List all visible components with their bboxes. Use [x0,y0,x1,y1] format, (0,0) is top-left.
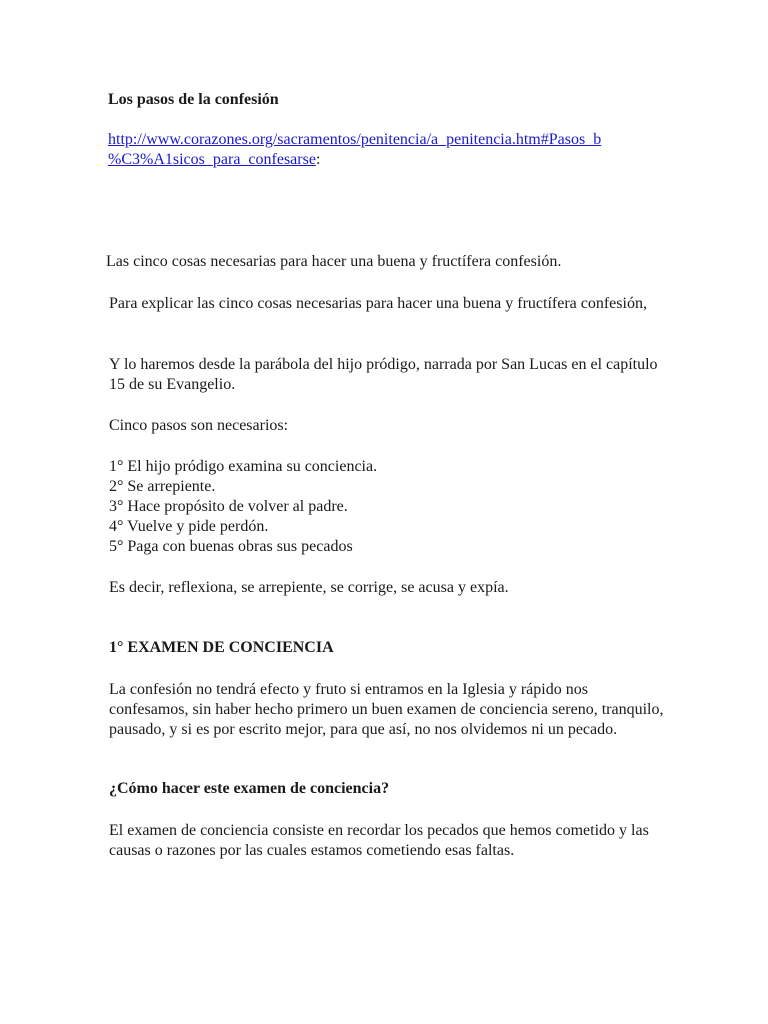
list-item: 1° El hijo pródigo examina su conciencia. [109,458,378,475]
document-title: Los pasos de la confesión [108,91,279,108]
question-heading: ¿Cómo hacer este examen de conciencia? [109,780,390,797]
paragraph-steps-intro: Cinco pasos son necesarios: [109,417,289,434]
paragraph-parable: Y lo haremos desde la parábola del hijo pródigo, narrada por San Lucas en el capítulo 15 de su Evangelio. [109,356,658,393]
intro-paragraph: Las cinco cosas necesarias para hacer una buena y fructífera confesión. [106,253,562,270]
paragraph-examen: La confesión no tendrá efecto y fruto si entramos en la Iglesia y rápido nos confesamos, sin haber hecho primero un buen examen de conciencia sereno, tranquilo, pausado, y si es por escrito mejor, para que así, no nos olvidemos ni un pecado. [109,681,664,738]
list-item: 2° Se arrepiente. [109,478,216,495]
list-item: 5° Paga con buenas obras sus pecados [109,538,353,555]
source-link-block [108,130,668,170]
paragraph-examen-definition: El examen de conciencia consiste en recordar los pecados que hemos cometido y las causas o razones por las cuales estamos cometiendo esas faltas. [109,822,649,859]
source-link[interactable] [108,130,668,150]
source-link-line-1: http://www.corazones.org/sacramentos/penitencia/a_penitencia.htm#Pasos_b [108,131,602,148]
list-item: 3° Hace propósito de volver al padre. [109,498,348,515]
section-heading: 1° EXAMEN DE CONCIENCIA [109,639,334,656]
source-link-continued[interactable] [108,151,316,168]
paragraph-explain: Para explicar las cinco cosas necesarias para hacer una buena y fructífera confesión, [109,295,647,312]
steps-list [109,457,669,557]
source-link-line-2-wrap [108,151,320,168]
link-suffix: : [315,151,321,168]
source-link-line-2: %C3%A1sicos_para_confesarse [108,151,316,168]
list-item: 4° Vuelve y pide perdón. [109,518,269,535]
paragraph-summary: Es decir, reflexiona, se arrepiente, se corrige, se acusa y expía. [109,579,509,596]
